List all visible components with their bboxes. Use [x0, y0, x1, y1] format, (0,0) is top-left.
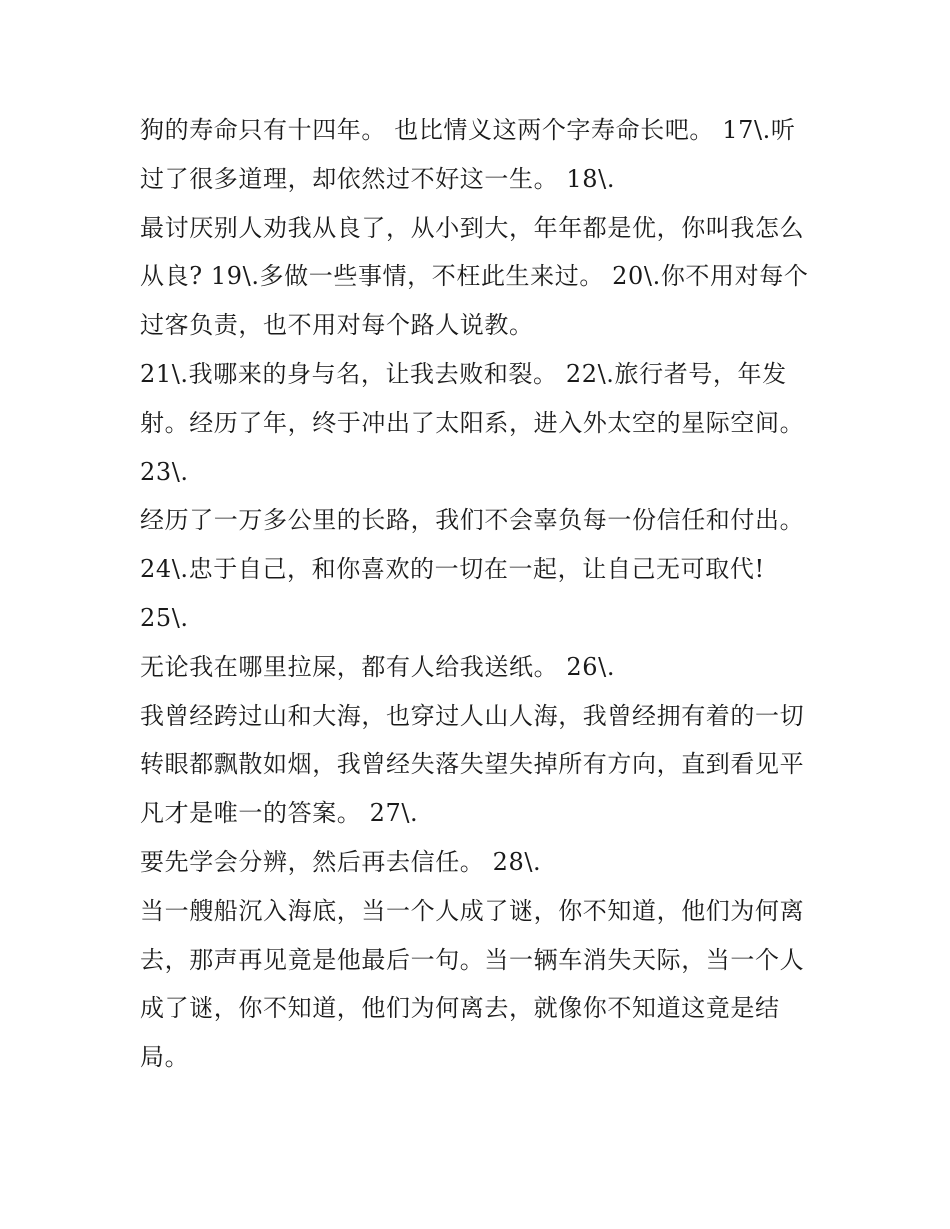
- body-text: [140, 106, 830, 1082]
- text-line: 无论我在哪里拉屎，都有人给我送纸。 26\.: [140, 652, 616, 681]
- text-line: 当一艘船沉入海底，当一个人成了谜，你不知道，他们为何离: [140, 896, 805, 925]
- text-line: 24\.忠于自己，和你喜欢的一切在一起，让自己无可取代!: [140, 555, 765, 584]
- text-line: 25\.: [140, 603, 189, 632]
- text-line: 从良? 19\.多做一些事情，不枉此生来过。 20\.你不用对每个: [140, 262, 809, 291]
- text-line: 21\.我哪来的身与名，让我去败和裂。 22\.旅行者号，年发: [140, 359, 787, 388]
- text-line: 射。经历了年，终于冲出了太阳系，进入外太空的星际空间。: [140, 408, 805, 437]
- text-line: 过了很多道理，却依然过不好这一生。 18\.: [140, 164, 616, 193]
- text-line: 转眼都飘散如烟，我曾经失落失望失掉所有方向，直到看见平: [140, 750, 805, 779]
- text-line: 凡才是唯一的答案。 27\.: [140, 799, 419, 828]
- text-line: 去，那声再见竟是他最后一句。当一辆车消失天际，当一个人: [140, 945, 805, 974]
- text-line: 局。: [140, 1043, 190, 1072]
- text-line: 我曾经跨过山和大海，也穿过人山人海，我曾经拥有着的一切: [140, 701, 805, 730]
- text-line: 要先学会分辨，然后再去信任。 28\.: [140, 847, 542, 876]
- text-line: 23\.: [140, 457, 189, 486]
- text-line: 狗的寿命只有十四年。 也比情义这两个字寿命长吧。 17\.听: [140, 116, 796, 144]
- text-line: 最讨厌别人劝我从良了，从小到大，年年都是优，你叫我怎么: [140, 213, 805, 242]
- text-line: 成了谜，你不知道，他们为何离去，就像你不知道这竟是结: [140, 994, 780, 1023]
- text-line: 过客负责，也不用对每个路人说教。: [140, 311, 534, 340]
- text-line: 经历了一万多公里的长路，我们不会辜负每一份信任和付出。: [140, 506, 805, 535]
